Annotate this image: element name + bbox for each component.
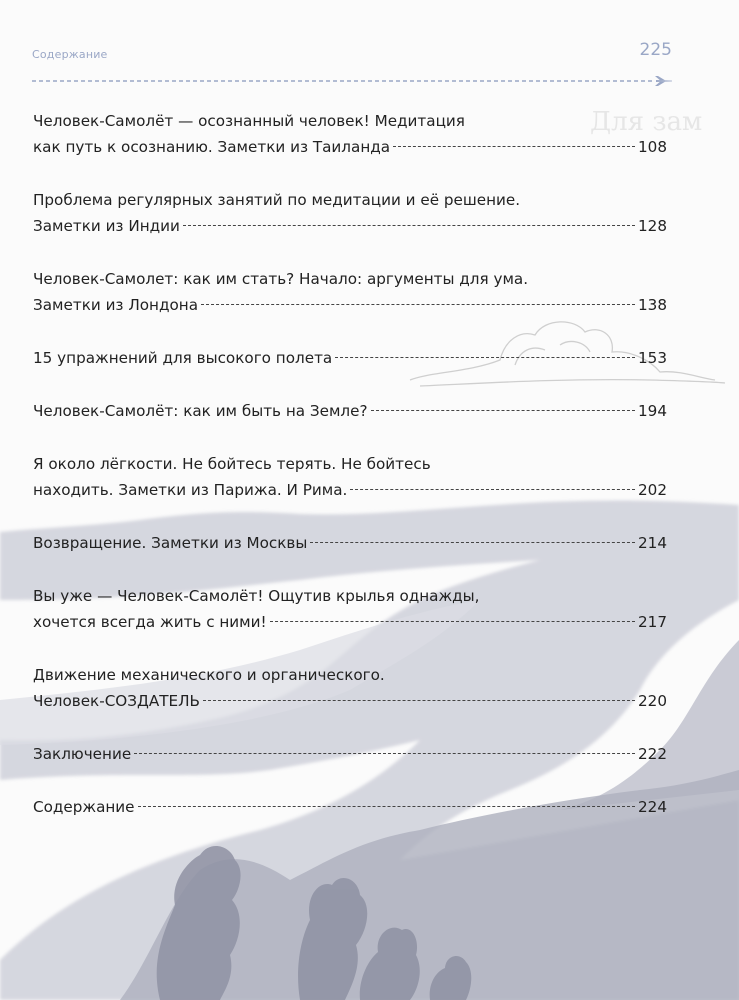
dotted-leader xyxy=(371,410,635,411)
toc-entry-title-line: хочется всегда жить с ними! xyxy=(33,613,267,631)
toc-entry-last-line xyxy=(33,134,667,160)
toc-page-number: 224 xyxy=(638,798,667,816)
toc-page-number: 138 xyxy=(638,296,667,314)
toc-entry-title-line: Я около лёгкости. Не бойтесь терять. Не бойтесь xyxy=(33,455,431,473)
page-header xyxy=(32,40,672,88)
toc-entry-title-line: Человек-СОЗДАТЕЛЬ xyxy=(33,692,200,710)
running-header-title: Содержание xyxy=(32,48,108,61)
toc-entry-title-line: находить. Заметки из Парижа. И Рима. xyxy=(33,481,348,499)
toc-entry-last-line xyxy=(33,345,667,371)
dotted-leader xyxy=(393,146,635,147)
toc-entry-last-line xyxy=(33,213,667,239)
toc-entry-title-line: Заметки из Лондона xyxy=(33,296,199,314)
page-number: 225 xyxy=(639,40,672,60)
toc-page-number: 194 xyxy=(638,402,667,420)
toc-entry[interactable] xyxy=(33,583,667,635)
airplane-icon xyxy=(655,76,672,86)
toc-entry[interactable] xyxy=(33,662,667,714)
toc-page-number: 217 xyxy=(638,613,667,631)
dotted-leader xyxy=(350,489,635,490)
dotted-leader xyxy=(183,225,635,226)
toc-page-number: 214 xyxy=(638,534,667,552)
toc-entry-last-line xyxy=(33,398,667,424)
toc-entry-title-line: Человек-Самолёт — осознанный человек! Медитация xyxy=(33,112,465,130)
toc-entry-title-line: Заключение xyxy=(33,745,132,763)
dotted-leader xyxy=(201,304,635,305)
toc-entry[interactable] xyxy=(33,266,667,318)
table-of-contents xyxy=(33,108,667,847)
toc-entry[interactable] xyxy=(33,741,667,767)
toc-entry-title-line: Движение механического и органического. xyxy=(33,666,385,684)
toc-entry-last-line xyxy=(33,609,667,635)
toc-entry-title-line: Человек-Самолёт: как им быть на Земле? xyxy=(33,402,368,420)
toc-entry-title-line: как путь к осознанию. Заметки из Таиланда xyxy=(33,138,391,156)
toc-entry-last-line xyxy=(33,794,667,820)
dotted-leader xyxy=(335,357,635,358)
toc-entry[interactable] xyxy=(33,108,667,160)
toc-page-number: 220 xyxy=(638,692,667,710)
dotted-leader xyxy=(138,806,635,807)
toc-entry-title-line: 15 упражнений для высокого полета xyxy=(33,349,333,367)
toc-page-number: 128 xyxy=(638,217,667,235)
toc-entry-title-line: Заметки из Индии xyxy=(33,217,180,235)
toc-entry[interactable] xyxy=(33,794,667,820)
toc-entry-last-line xyxy=(33,292,667,318)
toc-entry-title-line: Возвращение. Заметки из Москвы xyxy=(33,534,308,552)
dotted-leader xyxy=(310,542,635,543)
toc-entry-last-line xyxy=(33,688,667,714)
toc-entry-title-line: Проблема регулярных занятий по медитации и её решение. xyxy=(33,191,521,209)
toc-page-number: 202 xyxy=(638,481,667,499)
svg-text:Для зам: Для зам xyxy=(590,107,703,137)
dotted-leader xyxy=(270,621,635,622)
toc-entry-last-line xyxy=(33,477,667,503)
toc-entry[interactable] xyxy=(33,451,667,503)
toc-entry-last-line xyxy=(33,741,667,767)
toc-entry-title-line: Вы уже — Человек-Самолёт! Ощутив крылья однажды, xyxy=(33,587,480,605)
toc-page-number: 153 xyxy=(638,349,667,367)
toc-entry[interactable] xyxy=(33,187,667,239)
toc-entry-last-line xyxy=(33,530,667,556)
toc-entry[interactable] xyxy=(33,530,667,556)
dotted-leader xyxy=(134,753,635,754)
toc-page-number: 222 xyxy=(638,745,667,763)
toc-entry-title-line: Человек-Самолет: как им стать? Начало: аргументы для ума. xyxy=(33,270,529,288)
dashed-rule-with-airplane-icon xyxy=(32,76,672,86)
toc-entry-title-line: Содержание xyxy=(33,798,135,816)
dotted-leader xyxy=(203,700,635,701)
toc-page-number: 108 xyxy=(638,138,667,156)
toc-entry[interactable] xyxy=(33,398,667,424)
toc-entry[interactable] xyxy=(33,345,667,371)
